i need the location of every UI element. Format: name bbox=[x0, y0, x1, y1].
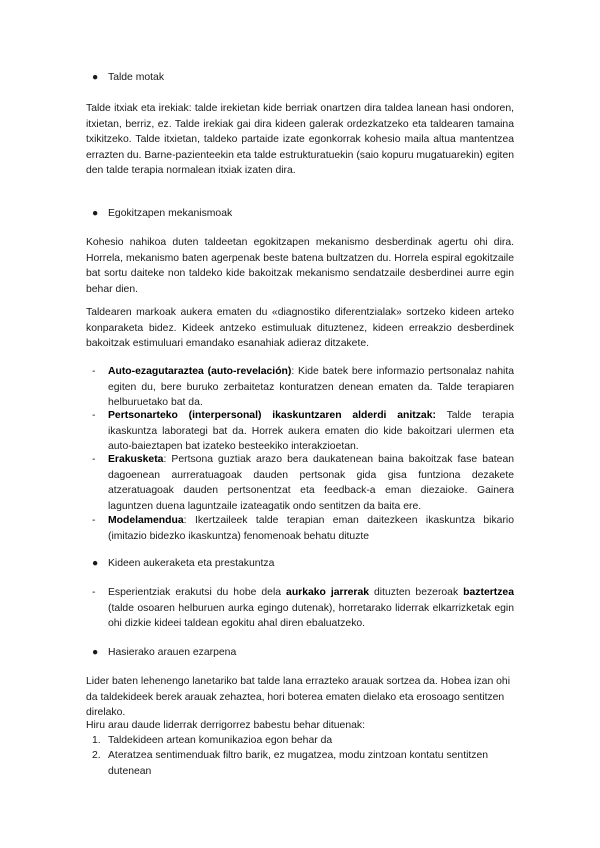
bold-baztertzea: baztertzea bbox=[463, 587, 514, 598]
paragraph-egokitzapen-1 bbox=[86, 235, 514, 297]
paragraph-text: Talde itxiak eta irekiak: talde irekietan kide berriak onartzen dira taldea lanean hasi ondoren, itxietan, berriz, ez. Talde irekiak gai dira kideen galerak ordezkatzeko eta taldearen tamaina txikitzeko. Talde itxietan, taldeko partaide izate egonkorrak kohesio maila altua mantentzea errazten du. Barne-pazienteekin eta talde estrukturatuekin (saio kopuru mugatuarekin) egiten den talde terapia normalean itxiak izaten dira. bbox=[86, 103, 514, 177]
heading-text: Talde motak bbox=[108, 72, 165, 83]
list-item-body bbox=[108, 452, 514, 514]
paragraph-text: Kohesio nahikoa duten taldeetan egokitzapen mekanismo desberdinak agertu ohi dira. Horrela, mekanismo baten agerpenak beste batena bultzatzen du. Horrela espiral egokitzaile bat sortu daiteke non taldeko kide bakoitzak mekanismo sendatzaile desberdinei aurre egin behar dien. bbox=[86, 237, 514, 295]
text-pre: Esperientziak erakutsi du hobe dela bbox=[108, 587, 287, 598]
dash-marker: - bbox=[92, 454, 96, 465]
heading-text: Egokitzapen mekanismoak bbox=[108, 208, 233, 219]
heading-text: Kideen aukeraketa eta prestakuntza bbox=[108, 558, 275, 569]
rule-number: 2. bbox=[92, 750, 101, 761]
rules-intro bbox=[86, 718, 514, 734]
list-item-term: Erakusketa bbox=[108, 454, 164, 465]
list-item-text: : Kide batek bere informazio pertsonalaz nahita egiten du, bere buruko zerbaitetaz konturatzen denean ematen da. Talde terapiaren helburuetako bat da. bbox=[108, 366, 514, 409]
text-mid: dituzten bezeroak bbox=[369, 587, 464, 598]
list-item-body bbox=[108, 408, 514, 455]
list-item-text: : Pertsona guztiak arazo bera daukatenean baina bakoitzak fase batean dagoenean aurreratuagoak dauden pertsonak gida gisa funtziona dezakete atzeratuagoak dauden pertsonentzat eta feedback-a eman diezaioke. Gainera laguntzen duena laguntzaile izateagatik ondo sentitzen da baita ere. bbox=[108, 454, 514, 512]
dash-marker: - bbox=[92, 515, 96, 526]
text-post: (talde osoaren helburuen aurka egingo dutenak), horretarako liderrak elkarrizketak egin ohi dizkie kideei taldean egokitu ahal diren ebaluatzeko. bbox=[108, 602, 514, 630]
dash-marker: - bbox=[92, 366, 96, 377]
bold-aurkako-jarrerak: aurkako jarrerak bbox=[286, 587, 370, 598]
dash-marker: - bbox=[92, 587, 96, 598]
rule-text: Taldekideen artean komunikazioa egon behar da bbox=[108, 735, 333, 746]
bullet-icon: ● bbox=[92, 72, 99, 83]
list-item-term: Auto-ezagutaraztea (auto-revelación) bbox=[108, 366, 292, 377]
paragraph-text: Taldearen markoak aukera ematen du «diagnostiko diferentzialak» sortzeko kideen arteko konparaketa bidez. Kideek antzeko estimuluak dituztenez, kideen erreakzio desberdinek bakoitzak estimuluari emandako esanahiak adieraz ditzakete. bbox=[86, 307, 514, 350]
paragraph-egokitzapen-2 bbox=[86, 305, 514, 352]
paragraph-hasierako bbox=[86, 674, 514, 721]
rule-text: Ateratzea sentimenduak filtro barik, ez mugatzea, modu zintzoan kontatu sentitzen dutenean bbox=[108, 750, 489, 777]
list-item-term: Pertsonarteko (interpersonal) ikaskuntzaren alderdi anitzak: bbox=[108, 410, 436, 421]
list-item-body bbox=[108, 364, 514, 411]
list-item-body bbox=[108, 513, 514, 544]
bullet-icon: ● bbox=[92, 208, 99, 219]
list-item-text: Talde terapia ikaskuntza laborategi bat da. Horrek aukera ematen dio kide bakoitzari ulermen eta auto-baieztapen bat izateko besteekiko interakzioetan. bbox=[108, 410, 514, 453]
rule-number: 1. bbox=[92, 735, 101, 746]
paragraph-text: Lider baten lehenengo lanetariko bat talde lana errazteko arauak sortzea da. Hobea izan ohi da taldekideek berek arauak zehaztea, hori boterea ematen dielako eta erosoago sentitzen direlako. bbox=[86, 676, 510, 719]
dash-marker: - bbox=[92, 410, 96, 421]
list-item-text: : Ikertzaileek talde terapian eman daitezkeen ikaskuntza bikario (imitazio bidezko ikaskuntza) fenomenoak behatu dituzte bbox=[108, 515, 514, 542]
bullet-icon: ● bbox=[92, 647, 99, 658]
heading-text: Hasierako arauen ezarpena bbox=[108, 647, 237, 658]
paragraph-talde-motak bbox=[86, 101, 514, 179]
paragraph-text: Hiru arau daude liderrak derrigorrez babestu behar dituenak: bbox=[86, 720, 365, 731]
list-item-body bbox=[108, 585, 514, 632]
list-item-term: Modelamendua bbox=[108, 515, 184, 526]
bullet-icon: ● bbox=[92, 558, 99, 569]
